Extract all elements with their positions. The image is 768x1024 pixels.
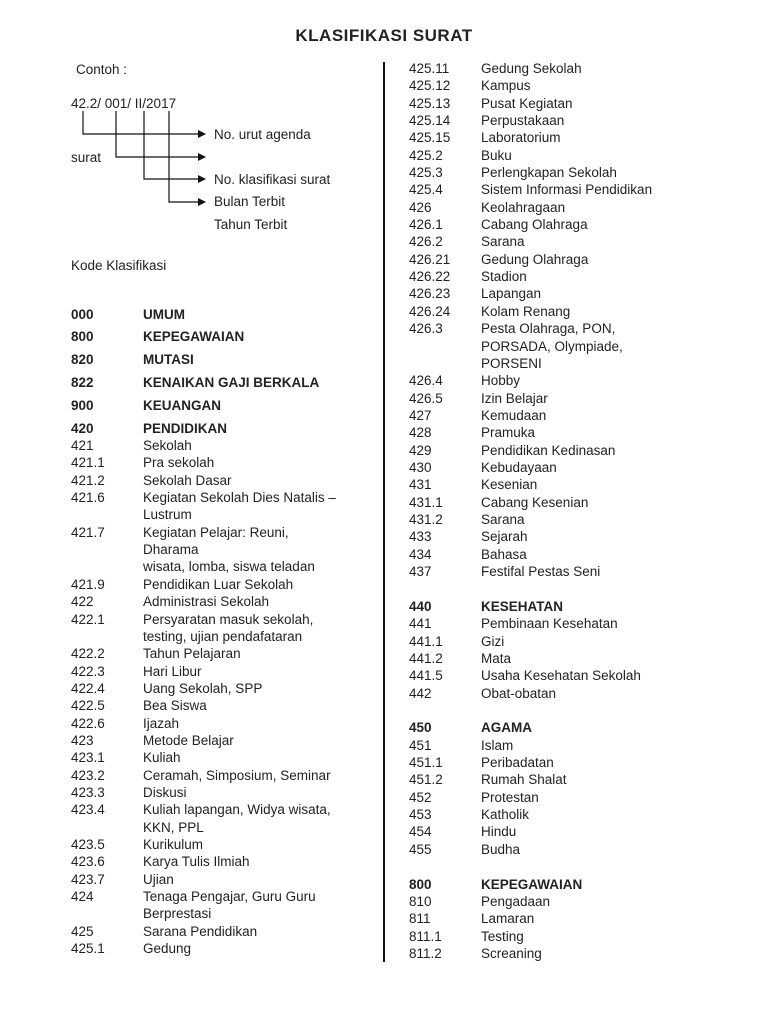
classification-label: Kurikulum — [143, 836, 204, 852]
classification-code: 426.24 — [409, 303, 451, 319]
classification-code: 431.1 — [409, 494, 443, 510]
classification-code: 000 — [71, 306, 94, 322]
classification-label: Ijazah — [143, 715, 180, 731]
classification-label: Ceramah, Simposium, Seminar — [143, 767, 331, 783]
list-item — [71, 819, 371, 836]
section-heading-row — [409, 719, 749, 736]
classification-code: 422.1 — [71, 611, 105, 627]
list-item — [409, 407, 749, 424]
list-item — [409, 476, 749, 493]
section-heading-row — [71, 374, 371, 391]
classification-label: KEPEGAWAIAN — [481, 876, 583, 892]
classification-label: KEPEGAWAIAN — [143, 329, 245, 345]
classification-label: Gizi — [481, 633, 505, 649]
diagram-line-bulan — [169, 111, 205, 202]
classification-label: PENDIDIKAN — [143, 420, 228, 436]
list-item — [409, 511, 749, 528]
list-item — [409, 372, 749, 389]
list-item — [409, 650, 749, 667]
classification-code — [71, 506, 143, 523]
classification-code: 422.6 — [71, 715, 105, 731]
classification-label: Usaha Kesehatan Sekolah — [481, 668, 641, 684]
left-classification-list — [71, 300, 371, 957]
list-item — [71, 645, 371, 662]
classification-code: 441.1 — [409, 633, 443, 649]
classification-code: 811.1 — [409, 928, 442, 944]
classification-label: Obat-obatan — [481, 685, 557, 701]
classification-code: 425.15 — [409, 130, 451, 146]
classification-code: 811.2 — [409, 946, 442, 961]
classification-label: Buku — [481, 147, 512, 163]
list-item — [409, 442, 749, 459]
classification-code: 423.6 — [71, 854, 105, 870]
classification-label: MUTASI — [143, 352, 194, 368]
classification-label: Kegiatan Sekolah Dies Natalis – — [143, 490, 336, 506]
classification-code: 800 — [71, 329, 94, 345]
classification-code: 425.1 — [71, 941, 105, 957]
classification-code: 437 — [409, 563, 432, 579]
classification-code: 900 — [71, 397, 94, 413]
list-item — [409, 771, 749, 788]
classification-code: 423.2 — [71, 767, 105, 783]
classification-code: 422.3 — [71, 663, 105, 679]
classification-code: 421.1 — [71, 455, 105, 471]
list-spacer — [409, 702, 749, 714]
arrow-label-agenda: No. urut agenda — [214, 127, 311, 142]
classification-label: Tenaga Pengajar, Guru Guru — [143, 889, 316, 904]
section-heading-row — [71, 397, 371, 414]
list-item — [71, 784, 371, 801]
classification-label: Hobby — [481, 373, 521, 389]
classification-code: 440 — [409, 598, 432, 614]
kode-heading: Kode Klasifikasi — [71, 258, 167, 273]
classification-code: 427 — [409, 407, 432, 423]
diagram-line-agenda — [83, 111, 205, 134]
list-item — [409, 355, 749, 372]
list-item — [71, 767, 371, 784]
classification-label: Perpustakaan — [481, 113, 565, 129]
list-item — [71, 801, 371, 818]
classification-label: Laboratorium — [481, 130, 561, 146]
list-item — [71, 472, 371, 489]
classification-code: 455 — [409, 841, 432, 857]
classification-label: Hindu — [481, 824, 517, 840]
list-item — [71, 541, 371, 558]
list-item — [71, 524, 371, 541]
classification-label: Kuliah — [143, 750, 181, 766]
classification-code: 426 — [409, 199, 432, 215]
list-item — [71, 663, 371, 680]
list-item — [409, 216, 749, 233]
list-item — [409, 494, 749, 511]
list-item — [409, 338, 749, 355]
classification-code: 428 — [409, 425, 432, 441]
classification-code: 426.5 — [409, 390, 443, 406]
classification-label: Lapangan — [481, 286, 542, 302]
classification-label: Stadion — [481, 269, 527, 285]
classification-label: Kegiatan Pelajar: Reuni, — [143, 524, 289, 540]
classification-label: Tahun Pelajaran — [143, 646, 241, 662]
list-item — [409, 233, 749, 250]
classification-code: 423.7 — [71, 871, 105, 887]
section-heading-row — [71, 306, 371, 323]
arrow-label-klasifikasi: No. klasifikasi surat — [214, 172, 331, 187]
classification-label: Bea Siswa — [143, 698, 207, 714]
classification-label: Lustrum — [143, 507, 192, 523]
classification-label: Perlengkapan Sekolah — [481, 165, 617, 181]
list-item — [409, 546, 749, 563]
list-item — [409, 181, 749, 198]
list-item — [409, 945, 749, 962]
classification-label: PORSENI — [481, 355, 542, 371]
classification-code: 451.2 — [409, 772, 443, 788]
classification-code: 426.4 — [409, 373, 443, 389]
list-item — [71, 923, 371, 940]
classification-code: 441 — [409, 616, 432, 632]
list-item — [409, 459, 749, 476]
list-item — [409, 893, 749, 910]
diagram-line-klasifikasi — [144, 111, 205, 179]
list-item — [409, 77, 749, 94]
classification-code: 426.23 — [409, 286, 451, 302]
classification-code: 426.22 — [409, 269, 451, 285]
classification-code: 434 — [409, 546, 432, 562]
list-item — [71, 628, 371, 645]
classification-code — [409, 338, 481, 355]
classification-label: Lamaran — [481, 911, 535, 927]
list-item — [71, 715, 371, 732]
list-item — [409, 563, 749, 580]
classification-code: 425.4 — [409, 182, 443, 198]
classification-label: Diskusi — [143, 784, 187, 800]
list-item — [409, 754, 749, 771]
classification-label: Administrasi Sekolah — [143, 594, 270, 610]
classification-code: 426.2 — [409, 234, 443, 250]
list-item — [71, 593, 371, 610]
classification-label: Pembinaan Kesehatan — [481, 616, 618, 632]
classification-code: 420 — [71, 420, 94, 436]
classification-code: 822 — [71, 375, 94, 391]
classification-label: KKN, PPL — [143, 819, 204, 835]
classification-code: 422 — [71, 594, 94, 610]
section-heading-row — [71, 420, 371, 437]
list-item — [71, 853, 371, 870]
classification-code — [71, 819, 143, 836]
list-item — [409, 806, 749, 823]
arrow-label-tahun: Tahun Terbit — [214, 217, 288, 232]
classification-label: Pusat Kegiatan — [481, 95, 573, 111]
list-item — [409, 129, 749, 146]
classification-code: 425.12 — [409, 78, 451, 94]
classification-code — [71, 558, 143, 575]
list-spacer — [409, 580, 749, 592]
list-item — [409, 285, 749, 302]
classification-label: Sekolah Dasar — [143, 472, 232, 488]
list-item — [71, 576, 371, 593]
classification-label: Pra sekolah — [143, 455, 215, 471]
classification-code — [409, 355, 481, 372]
list-item — [409, 60, 749, 77]
classification-label: Budha — [481, 841, 521, 857]
classification-code: 454 — [409, 824, 432, 840]
classification-label: AGAMA — [481, 720, 532, 736]
section-heading-row — [409, 598, 749, 615]
classification-code — [71, 541, 143, 558]
classification-code: 426.21 — [409, 251, 451, 267]
classification-code: 422.5 — [71, 698, 105, 714]
classification-label: Sejarah — [481, 529, 528, 545]
list-item — [409, 251, 749, 268]
classification-label: Rumah Shalat — [481, 772, 567, 788]
classification-code: 820 — [71, 352, 94, 368]
list-item — [71, 732, 371, 749]
classification-code: 429 — [409, 442, 432, 458]
classification-code: 422.4 — [71, 680, 105, 696]
classification-label: Testing — [481, 928, 524, 944]
arrow-label-bulan: Bulan Terbit — [214, 194, 286, 209]
list-item — [409, 528, 749, 545]
list-item — [409, 789, 749, 806]
classification-code — [71, 628, 143, 645]
classification-code: 430 — [409, 459, 432, 475]
classification-label: Kemudaan — [481, 407, 547, 423]
list-item — [409, 615, 749, 632]
classification-label: wisata, lomba, siswa teladan — [143, 559, 315, 575]
classification-label: Cabang Olahraga — [481, 217, 588, 233]
list-item — [409, 667, 749, 684]
classification-code: 451.1 — [409, 755, 443, 771]
list-item — [71, 905, 371, 922]
list-item — [409, 303, 749, 320]
diagram-line-blank — [116, 111, 205, 157]
classification-label: Kuliah lapangan, Widya wisata, — [143, 802, 331, 818]
classification-label: Pendidikan Kedinasan — [481, 442, 616, 458]
classification-code: 425.11 — [409, 61, 450, 76]
classification-label: Islam — [481, 737, 514, 753]
classification-code: 425 — [71, 923, 94, 939]
list-item — [409, 633, 749, 650]
classification-label: Sarana — [481, 511, 525, 527]
classification-code: 811 — [409, 911, 431, 927]
classification-code: 800 — [409, 876, 432, 892]
classification-label: Sarana Pendidikan — [143, 923, 258, 939]
list-item — [409, 928, 749, 945]
classification-code: 423.5 — [71, 836, 105, 852]
list-item — [409, 424, 749, 441]
list-item — [71, 454, 371, 471]
classification-label: Metode Belajar — [143, 732, 234, 748]
classification-label: KESEHATAN — [481, 598, 564, 614]
classification-code: 423 — [71, 732, 94, 748]
classification-label: Uang Sekolah, SPP — [143, 680, 263, 696]
classification-code: 431 — [409, 477, 432, 493]
classification-label: Peribadatan — [481, 755, 554, 771]
list-item — [71, 611, 371, 628]
classification-code: 426.3 — [409, 321, 443, 337]
classification-code: 423.1 — [71, 750, 105, 766]
classification-label: Hari Libur — [143, 663, 202, 679]
classification-label: Kesenian — [481, 477, 538, 493]
classification-label: Cabang Kesenian — [481, 494, 589, 510]
classification-label: Kebudayaan — [481, 459, 557, 475]
classification-code: 451 — [409, 737, 432, 753]
classification-label: KEUANGAN — [143, 397, 222, 413]
page-title: KLASIFIKASI SURAT — [295, 26, 473, 45]
list-item — [409, 268, 749, 285]
classification-label: Pengadaan — [481, 893, 551, 909]
section-heading-row — [71, 351, 371, 368]
classification-code: 423.3 — [71, 784, 105, 800]
classification-code: 421.6 — [71, 490, 105, 506]
list-item — [71, 697, 371, 714]
classification-label: Keolahragaan — [481, 199, 566, 215]
classification-label: Ujian — [143, 871, 174, 887]
section-heading-row — [409, 876, 749, 893]
list-item — [409, 320, 749, 337]
right-classification-list — [409, 60, 749, 962]
classification-code: 452 — [409, 789, 432, 805]
classification-label: Persyaratan masuk sekolah, — [143, 611, 314, 627]
classification-label: PORSADA, Olympiade, — [481, 338, 623, 354]
classification-label: Sekolah — [143, 438, 192, 454]
classification-label: Screaning — [481, 946, 542, 961]
classification-code — [71, 905, 143, 922]
classification-label: Gedung Sekolah — [481, 61, 582, 76]
classification-label: Pesta Olahraga, PON, — [481, 321, 616, 337]
classification-label: Bahasa — [481, 546, 527, 562]
list-item — [71, 940, 371, 957]
classification-label: Pramuka — [481, 425, 536, 441]
classification-label: Katholik — [481, 807, 530, 823]
list-item — [71, 437, 371, 454]
list-item — [71, 888, 371, 905]
classification-code: 450 — [409, 720, 432, 736]
classification-code: 425.3 — [409, 165, 443, 181]
classification-code: 810 — [409, 893, 432, 909]
section-heading-row — [71, 328, 371, 345]
classification-label: Berprestasi — [143, 906, 212, 922]
classification-code: 431.2 — [409, 511, 443, 527]
list-item — [409, 685, 749, 702]
column-divider — [383, 62, 385, 962]
list-item — [71, 871, 371, 888]
classification-label: Sistem Informasi Pendidikan — [481, 182, 653, 198]
classification-code: 425.13 — [409, 95, 451, 111]
list-item — [409, 737, 749, 754]
classification-code: 425.2 — [409, 147, 443, 163]
classification-label: Izin Belajar — [481, 390, 548, 406]
classification-label: Pendidikan Luar Sekolah — [143, 576, 294, 592]
classification-label: Gedung Olahraga — [481, 251, 589, 267]
list-item — [409, 910, 749, 927]
list-item — [409, 199, 749, 216]
list-item — [71, 506, 371, 523]
list-item — [409, 841, 749, 858]
classification-code: 422.2 — [71, 646, 105, 662]
example-number: 42.2/ 001/ II/2017 — [71, 96, 177, 111]
classification-label: Sarana — [481, 234, 525, 250]
classification-code: 424 — [71, 889, 94, 904]
classification-code: 421.9 — [71, 576, 105, 592]
list-item — [71, 680, 371, 697]
classification-code: 433 — [409, 529, 432, 545]
list-spacer — [409, 858, 749, 870]
list-item — [71, 489, 371, 506]
list-item — [409, 164, 749, 181]
classification-code: 421 — [71, 438, 94, 454]
classification-label: Mata — [481, 650, 512, 666]
classification-label: Protestan — [481, 789, 539, 805]
classification-code: 423.4 — [71, 802, 105, 818]
classification-label: KENAIKAN GAJI BERKALA — [143, 375, 320, 391]
list-item — [71, 749, 371, 766]
classification-code: 441.5 — [409, 668, 443, 684]
list-item — [71, 836, 371, 853]
classification-code: 426.1 — [409, 217, 443, 233]
classification-label: Gedung — [143, 941, 192, 957]
list-item — [409, 95, 749, 112]
classification-code: 442 — [409, 685, 432, 701]
classification-label: testing, ujian pendafataran — [143, 628, 303, 644]
list-item — [71, 558, 371, 575]
classification-label: Kampus — [481, 78, 531, 94]
classification-code: 425.14 — [409, 113, 451, 129]
classification-label: Dharama — [143, 542, 199, 558]
example-label: Contoh : — [76, 62, 128, 77]
list-item — [409, 112, 749, 129]
classification-code: 453 — [409, 807, 432, 823]
list-item — [409, 147, 749, 164]
classification-code: 441.2 — [409, 650, 443, 666]
classification-label: UMUM — [143, 306, 185, 322]
classification-label: Festifal Pestas Seni — [481, 563, 601, 579]
classification-label: Kolam Renang — [481, 303, 571, 319]
classification-code: 421.7 — [71, 524, 105, 540]
list-item — [409, 823, 749, 840]
classification-code: 421.2 — [71, 472, 105, 488]
example-surat-text: surat — [71, 150, 102, 165]
classification-label: Karya Tulis Ilmiah — [143, 854, 250, 870]
list-item — [409, 390, 749, 407]
